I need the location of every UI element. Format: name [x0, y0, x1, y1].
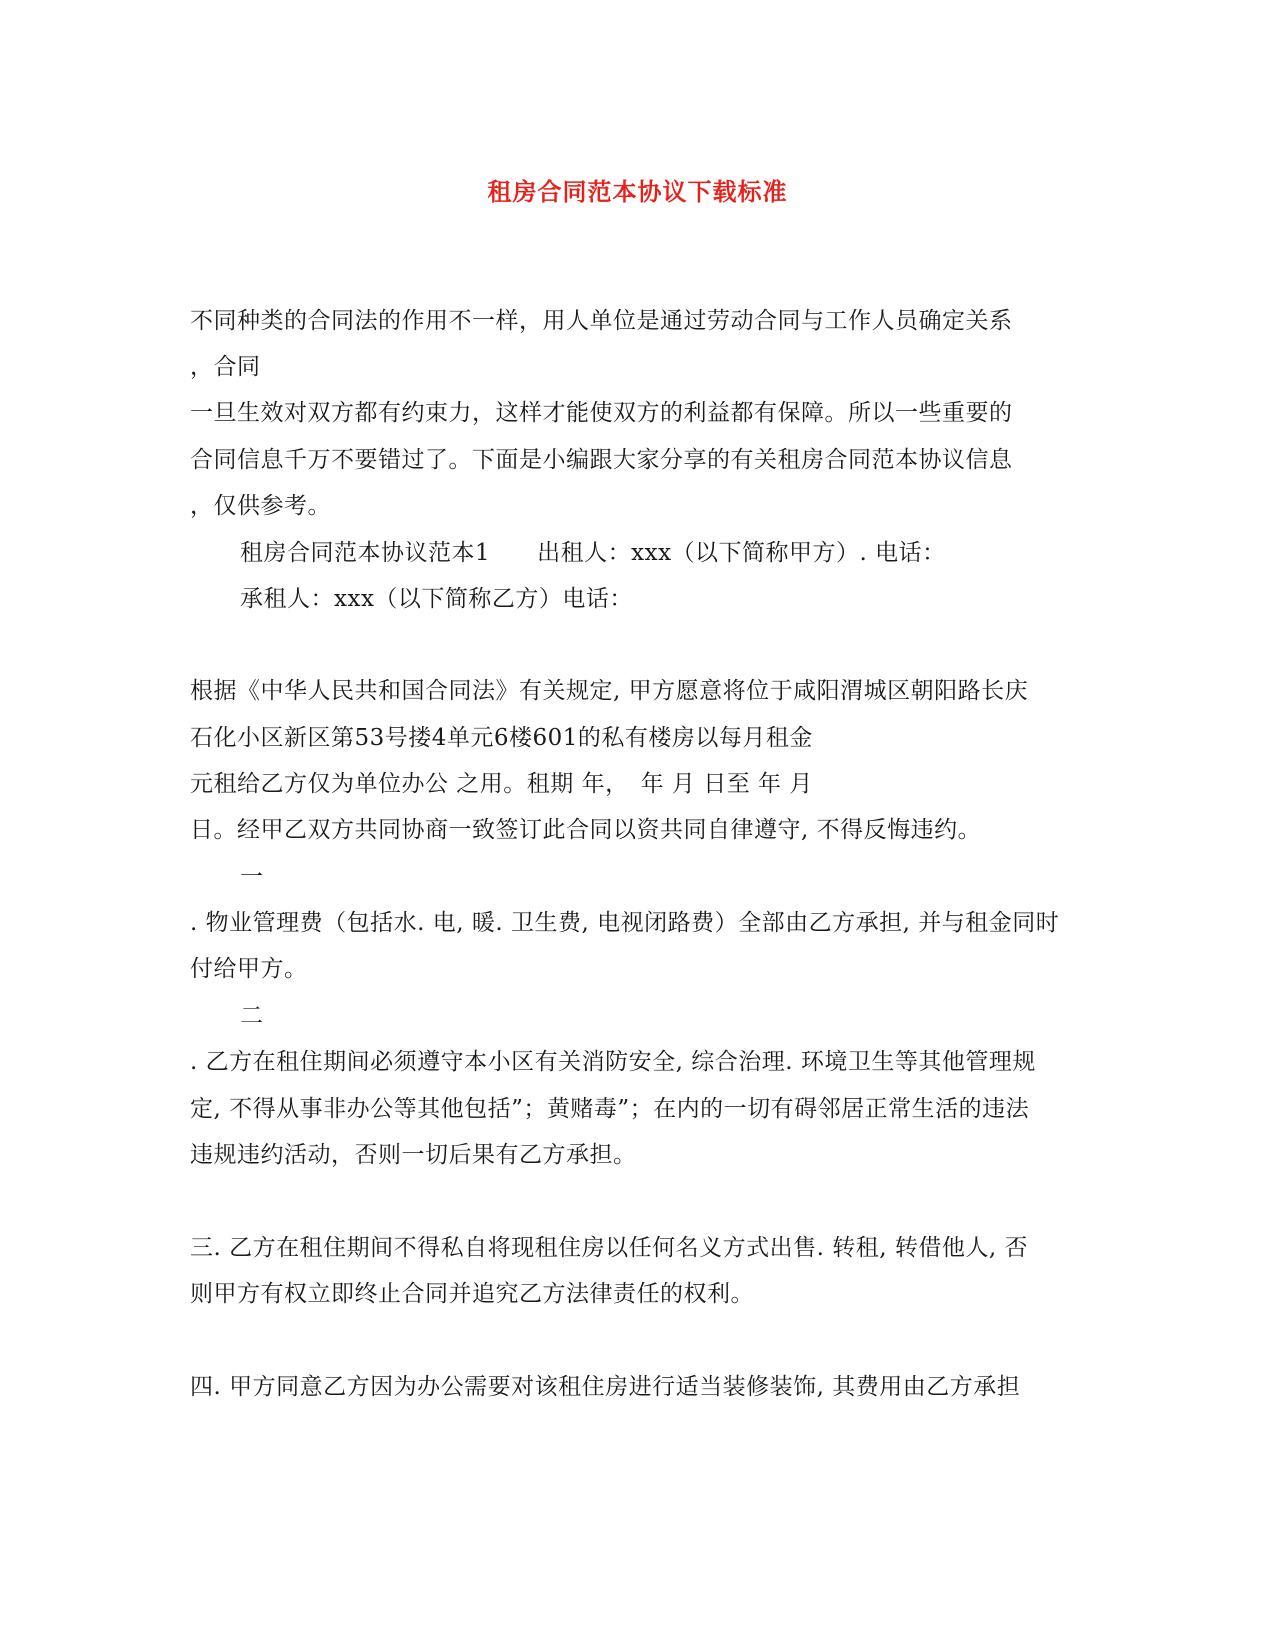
paragraph-line: ，仅供参考。	[190, 493, 331, 519]
paragraph-line: 租房合同范本协议范本1 出租人：xxx（以下简称甲方）. 电话：	[240, 540, 946, 566]
paragraph-line: 元租给乙方仅为单位办公 之用。租期 年， 年 月 日至 年 月	[190, 771, 813, 797]
clause-number: 二	[240, 1003, 264, 1029]
paragraph-line: 违规违约活动，否则一切后果有乙方承担。	[190, 1142, 637, 1168]
paragraph-line: . 乙方在租住期间必须遵守本小区有关消防安全, 综合治理. 环境卫生等其他管理规	[190, 1049, 1036, 1075]
paragraph-line: 合同信息千万不要错过了。下面是小编跟大家分享的有关租房合同范本协议信息	[190, 447, 1013, 473]
clause-number: 一	[240, 864, 264, 890]
paragraph-line: 四. 甲方同意乙方因为办公需要对该租住房进行适当装修装饰, 其费用由乙方承担	[190, 1374, 1021, 1400]
paragraph-line: 则甲方有权立即终止合同并追究乙方法律责任的权利。	[190, 1281, 754, 1307]
paragraph-line: 定, 不得从事非办公等其他包括”；黄赌毒”；在内的一切有碍邻居正常生活的违法	[190, 1096, 1030, 1122]
paragraph-line: 一旦生效对双方都有约束力，这样才能使双方的利益都有保障。所以一些重要的	[190, 400, 1013, 426]
paragraph-line: 承租人：xxx（以下简称乙方）电话：	[240, 586, 633, 612]
paragraph-line: 日。经甲乙双方共同协商一致签订此合同以资共同自律遵守, 不得反悔违约。	[190, 817, 982, 843]
paragraph-line: . 物业管理费（包括水. 电, 暖. 卫生费, 电视闭路费）全部由乙方承担, 并与租金同时	[190, 910, 1060, 936]
paragraph-line: ，合同	[190, 354, 261, 380]
paragraph-line: 三. 乙方在租住期间不得私自将现租住房以任何名义方式出售. 转租, 转借他人, 否	[190, 1235, 1028, 1261]
paragraph-line: 石化小区新区第53号搂4单元6楼601的私有楼房以每月租金	[190, 725, 813, 751]
paragraph-line: 不同种类的合同法的作用不一样，用人单位是通过劳动合同与工作人员确定关系	[190, 308, 1013, 334]
paragraph-line: 根据《中华人民共和国合同法》有关规定, 甲方愿意将位于咸阳渭城区朝阳路长庆	[190, 678, 1029, 704]
document-title: 租房合同范本协议下载标准	[487, 177, 788, 206]
paragraph-line: 付给甲方。	[190, 956, 308, 982]
